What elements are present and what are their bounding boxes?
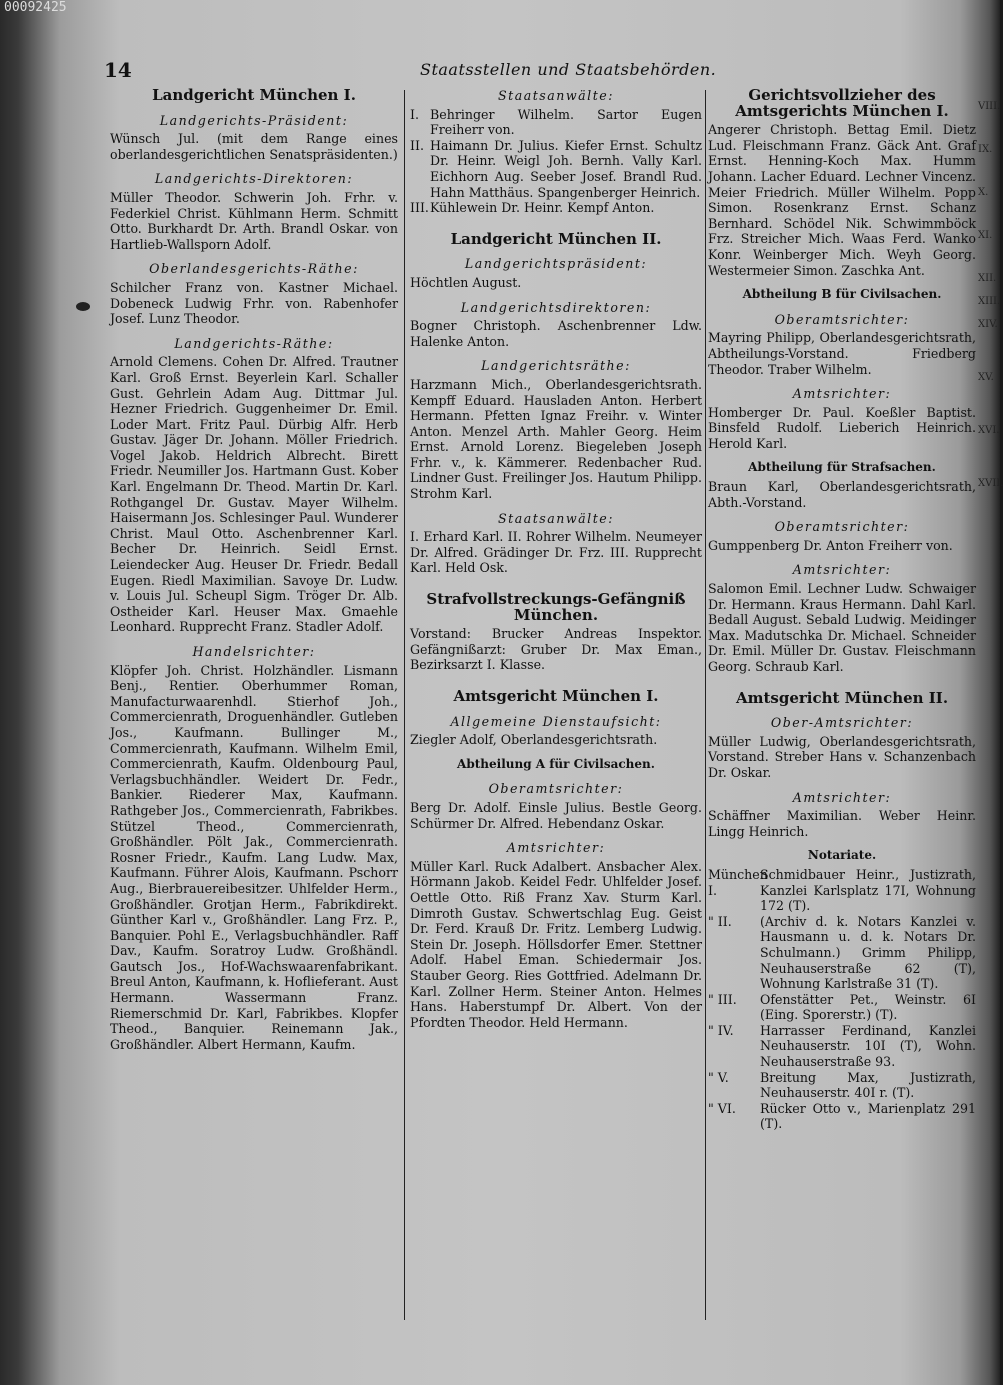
entry-text: Ziegler Adolf, Oberlandesgerichtsrath. (410, 732, 658, 748)
row-text: Kühlewein Dr. Heinr. Kempf Anton. (430, 200, 655, 216)
row-label: " IV. (708, 1022, 734, 1038)
entry-text: Müller Theodor. Schwerin Joh. Frhr. v. Federkiel Christ. Kühlmann Herm. Schmitt Otto. Burkhardt Dr. Arth. Brandl Oskar. von Hartlieb-Wallsporn Adolf. (110, 189, 398, 252)
entry-text: Berg Dr. Adolf. Einsle Julius. Bestle Georg. Schürmer Dr. Alfred. Hebendanz Oskar. (410, 799, 702, 831)
row-text: Ofenstätter Pet., Weinstr. 6I (Eing. Sporerstr.) (T). (760, 991, 976, 1023)
row-text: (Archiv d. k. Notars Kanzlei v. Hausmann u. d. k. Notars Dr. Schulmann.) Grimm Philipp, Neuhauserstraße 62 (T), Wohnung Karlstraße 31 (T). (760, 913, 976, 992)
division-heading: Abtheilung A für Civilsachen. (457, 756, 655, 771)
row-label: " III. (708, 991, 737, 1007)
row-label: " VI. (708, 1100, 736, 1116)
list-item (708, 1070, 976, 1101)
edge-fragment: XVI. (978, 425, 1000, 436)
section-title: Amtsgericht München II. (735, 688, 949, 707)
row-label: München I. (708, 866, 768, 898)
subsection-heading: Oberlandesgerichts-Räthe: (149, 261, 359, 277)
entry-text: Bogner Christoph. Aschenbrenner Ldw. Halenke Anton. (410, 318, 702, 349)
column-right (708, 84, 976, 1324)
edge-fragment: VIII. (978, 101, 1001, 112)
subsection-heading: Amtsrichter: (506, 840, 606, 856)
entry-text: Homberger Dr. Paul. Koeßler Baptist. Binsfeld Rudolf. Lieberich Heinrich. Herold Karl. (708, 404, 976, 451)
row-label: I. (410, 106, 419, 122)
entry-text: Braun Karl, Oberlandesgerichtsrath, Abth.-Vorstand. (708, 479, 976, 510)
scan-id: 00092425 (4, 0, 67, 15)
edge-fragment: XIII. (978, 296, 1001, 307)
section-title: Landgericht München I. (152, 86, 356, 104)
subsection-heading: Amtsrichter: (792, 386, 892, 402)
entry-text: Arnold Clemens. Cohen Dr. Alfred. Trautner Karl. Groß Ernst. Beyerlein Karl. Schaller Gust. Gehrlein Adam Aug. Dittmar Jul. Hezner Friedrich. Guggenheimer Dr. Emil. Loder Mart. Fritz Paul. Dürbig Alfr. Herb Gustav. Jäger Dr. Johann. Möller Friedrich. Vogel Jakob. Heldrich Albrecht. Birett Friedr. Neumiller Jos. Hartmann Gust. Kober Karl. Engelmann Dr. Theod. Martin Dr. Karl. Rothgangel Dr. Gustav. Mayer Wilhelm. Haisermann Jos. Schlesinger Paul. Wunderer Christ. Maul Otto. Aschenbrenner Karl. Becher Dr. Heinrich. Seidl Ernst. Leiendecker Aug. Heuser Dr. Friedr. Bedall Eugen. Riedl Maximilian. Savoye Dr. Ludw. v. Louis Jul. Scheupl Sigm. Tröger Dr. Alb. Ostheider Karl. Heuser Max. Gmaehle Leonhard. Rupprecht Franz. Stadler Adolf. (110, 354, 398, 635)
column-left (110, 84, 398, 1324)
entry-text: Klöpfer Joh. Christ. Holzhändler. Lismann Benj., Rentier. Oberhummer Roman, Manufacturwaarenhdl. Stierhof Joh., Commercienrath, Droguenhändler. Gutleben Jos., Kaufmann. Bullinger M., Commercienrath, Kaufmann. Wilhelm Emil, Commercienrath, Kaufm. Oldenbourg Paul, Verlagsbuchhändler. Weidert Dr. Fedr., Bankier. Riederer Max, Kaufmann. Rathgeber Jos., Commercienrath, Fabrikbes. Stützel Theod., Commercienrath, Großhändler. Pölt Jak., Commercienrath. Rosner Friedr., Kaufm. Lang Ludw. Max, Kaufmann. Führer Alois, Kaufmann. Pschorr Aug., Bierbrauereibesitzer. Uhlfelder Herm., Großhändler. Grotjan Herm., Fabrikdirekt. Günther Karl v., Großhändler. Lang Frz. P., Banquier. Pohl E., Verlagsbuchhändler. Raff Dav., Kaufm. Soratroy Ludw. Großhändl. Gautsch Jos., Hof-Wachswaarenfabrikant. Breul Anton, Kaufmann, k. Hoflieferant. Aust Hermann. Wassermann Franz. Riemerschmid Dr. Karl, Fabrikbes. Klopfer Theod., Banquier. Reinemann Jak., Großhändler. Albert Hermann, Kaufm. (110, 662, 398, 1052)
entry-text: I. Erhard Karl. II. Rohrer Wilhelm. Neumeyer Dr. Alfred. Grädinger Dr. Frz. III. Rupprecht Karl. Held Osk. (410, 529, 702, 576)
section-title: Amtsgericht München I. (453, 687, 659, 705)
list-item (708, 1023, 976, 1070)
list-item (410, 200, 702, 216)
row-label: " II. (708, 913, 732, 929)
column-middle (410, 84, 702, 1324)
section-title: Strafvollstreckungs-Gefängniß München. (426, 590, 686, 624)
division-heading: Abtheilung B für Civilsachen. (742, 287, 942, 302)
division-heading: Abtheilung für Strafsachen. (748, 460, 936, 475)
row-label: II. (410, 137, 424, 153)
edge-fragment: XII. (978, 273, 997, 284)
row-label: " V. (708, 1069, 729, 1085)
subsection-heading: Oberamtsrichter: (488, 781, 624, 797)
page-number: 14 (104, 58, 132, 82)
division-heading: Notariate. (807, 848, 877, 863)
entry-text: Müller Karl. Ruck Adalbert. Ansbacher Alex. Hörmann Jakob. Keidel Fedr. Uhlfelder Josef. Oettle Otto. Riß Franz Xav. Sturm Karl. Dimroth Gustav. Schwertschlag Eug. Geist Dr. Ferd. Krauß Dr. Fritz. Lemberg Ludwig. Stein Dr. Joseph. Höllsdorfer Emer. Stettner Adolf. Habel Eman. Schiedermair Jos. Stauber Georg. Ries Gottfried. Adelmann Dr. Karl. Zollner Herm. Steiner Anton. Helmes Hans. Haberstumpf Dr. Albert. Von der Pfordten Theodor. Held Hermann. (410, 858, 702, 1030)
column-rule (705, 90, 706, 1320)
row-label: III. (410, 200, 429, 216)
subsection-heading: Amtsrichter: (792, 789, 892, 805)
subsection-heading: Landgerichtspräsident: (464, 256, 648, 272)
list-item (410, 138, 702, 200)
row-text: Behringer Wilhelm. Sartor Eugen Freiherr von. (430, 106, 702, 138)
row-text: Breitung Max, Justizrath, Neuhauserstr. 40I r. (T). (760, 1069, 976, 1101)
subsection-heading: Amtsrichter: (792, 562, 892, 578)
entry-text: Gumppenberg Dr. Anton Freiherr von. (708, 537, 953, 553)
subsection-heading: Handelsrichter: (192, 644, 316, 659)
entry-text: Wünsch Jul. (mit dem Range eines oberlandesgerichtlichen Senatspräsidenten.) (110, 131, 398, 162)
entry-text: Salomon Emil. Lechner Ludw. Schwaiger Dr. Hermann. Kraus Hermann. Dahl Karl. Bedall August. Sebald Ludwig. Meidinger Max. Madutschka Dr. Michael. Schneider Dr. Emil. Müller Dr. Gustav. Fleischmann Georg. Schraub Karl. (708, 581, 976, 674)
subsection-heading: Landgerichts-Räthe: (174, 335, 334, 351)
subsection-heading: Staatsanwälte: (498, 510, 614, 526)
edge-fragment: XVII. (978, 478, 1003, 489)
row-text: Haimann Dr. Julius. Kiefer Ernst. Schultz Dr. Heinr. Weigl Joh. Bernh. Vally Karl. Eichhorn Aug. Seeber Josef. Brandl Rud. Hahn Matthäus. Spangenberger Heinrich. (430, 137, 702, 200)
column-rule (404, 90, 405, 1320)
edge-fragment: X. (978, 187, 989, 198)
entry-text: Schilcher Franz von. Kastner Michael. Dobeneck Ludwig Frhr. von. Rabenhofer Josef. Lunz Theodor. (110, 279, 398, 327)
subsection-heading: Staatsanwälte: (498, 88, 614, 103)
subsection-heading: Landgerichts-Präsident: (159, 112, 349, 128)
list-item (708, 867, 976, 914)
list-item (708, 1101, 976, 1132)
row-text: Schmidbauer Heinr., Justizrath, Kanzlei Karlsplatz 17I, Wohnung 172 (T). (760, 866, 976, 914)
subsection-heading: Allgemeine Dienstaufsicht: (450, 713, 662, 729)
subsection-heading: Landgerichtsdirektoren: (460, 299, 652, 315)
entry-text: Müller Ludwig, Oberlandesgerichtsrath, Vorstand. Streber Hans v. Schanzenbach Dr. Oskar. (708, 733, 976, 780)
entry-text: Harzmann Mich., Oberlandesgerichtsrath. Kempff Eduard. Hausladen Anton. Herbert Hermann. Pfetten Ignaz Freihr. v. Winter Anton. Menzel Arth. Mahler Georg. Heim Ernst. Arnold Lorenz. Biegeleben Joseph Frhr. v., k. Kämmerer. Redenbacher Rud. Lindner Gust. Freilinger Jos. Hautum Philipp. Strohm Karl. (410, 376, 702, 502)
entry-text: Angerer Christoph. Bettag Emil. Dietz Lud. Fleischmann Franz. Gäck Ant. Graf Ernst. Henning-Koch Max. Humm Johann. Lacher Eduard. Lechner Vincenz. Meier Friedrich. Müller Wilhelm. Popp Simon. Rosenkranz Ernst. Schanz Bernhard. Schödel Nik. Schwimmböck Frz. Streicher Mich. Waas Ferd. Wanko Konr. Weinberger Mich. Weyh Georg. Westermeier Simon. Zaschka Ant. (708, 122, 976, 278)
row-text: Rücker Otto v., Marienplatz 291 (T). (760, 1100, 976, 1132)
list-item (410, 107, 702, 138)
edge-fragment: XV. (978, 372, 994, 383)
subsection-heading: Oberamtsrichter: (774, 311, 910, 327)
entry-text: Höchtlen August. (410, 274, 522, 290)
subsection-heading: Ober-Amtsrichter: (770, 715, 914, 731)
row-text: Harrasser Ferdinand, Kanzlei Neuhauserstr. 10I (T), Wohn. Neuhauserstraße 93. (760, 1022, 976, 1070)
edge-fragment: XI. (978, 230, 993, 241)
subsection-heading: Landgerichts-Direktoren: (154, 171, 354, 187)
section-title: Landgericht München II. (450, 229, 662, 248)
facing-page-edge (978, 84, 1003, 1324)
list-item (708, 992, 976, 1023)
entry-text: Vorstand: Brucker Andreas Inspektor. Gefängnißarzt: Gruber Dr. Max Eman., Bezirksarzt I. Klasse. (410, 626, 702, 673)
edge-fragment: IX. (978, 144, 993, 155)
running-head: Staatsstellen und Staatsbehörden. (420, 60, 717, 79)
subsection-heading: Landgerichtsräthe: (481, 358, 631, 374)
edge-fragment: XIV. (978, 319, 998, 330)
section-title: Gerichtsvollzieher des Amtsgerichts München I. (735, 86, 949, 120)
entry-text: Schäffner Maximilian. Weber Heinr. Lingg Heinrich. (708, 808, 976, 839)
ink-blot (76, 302, 90, 311)
subsection-heading: Oberamtsrichter: (774, 519, 910, 535)
list-item (708, 914, 976, 992)
entry-text: Mayring Philipp, Oberlandesgerichtsrath, Abtheilungs-Vorstand. Friedberg Theodor. Traber Wilhelm. (708, 330, 976, 377)
